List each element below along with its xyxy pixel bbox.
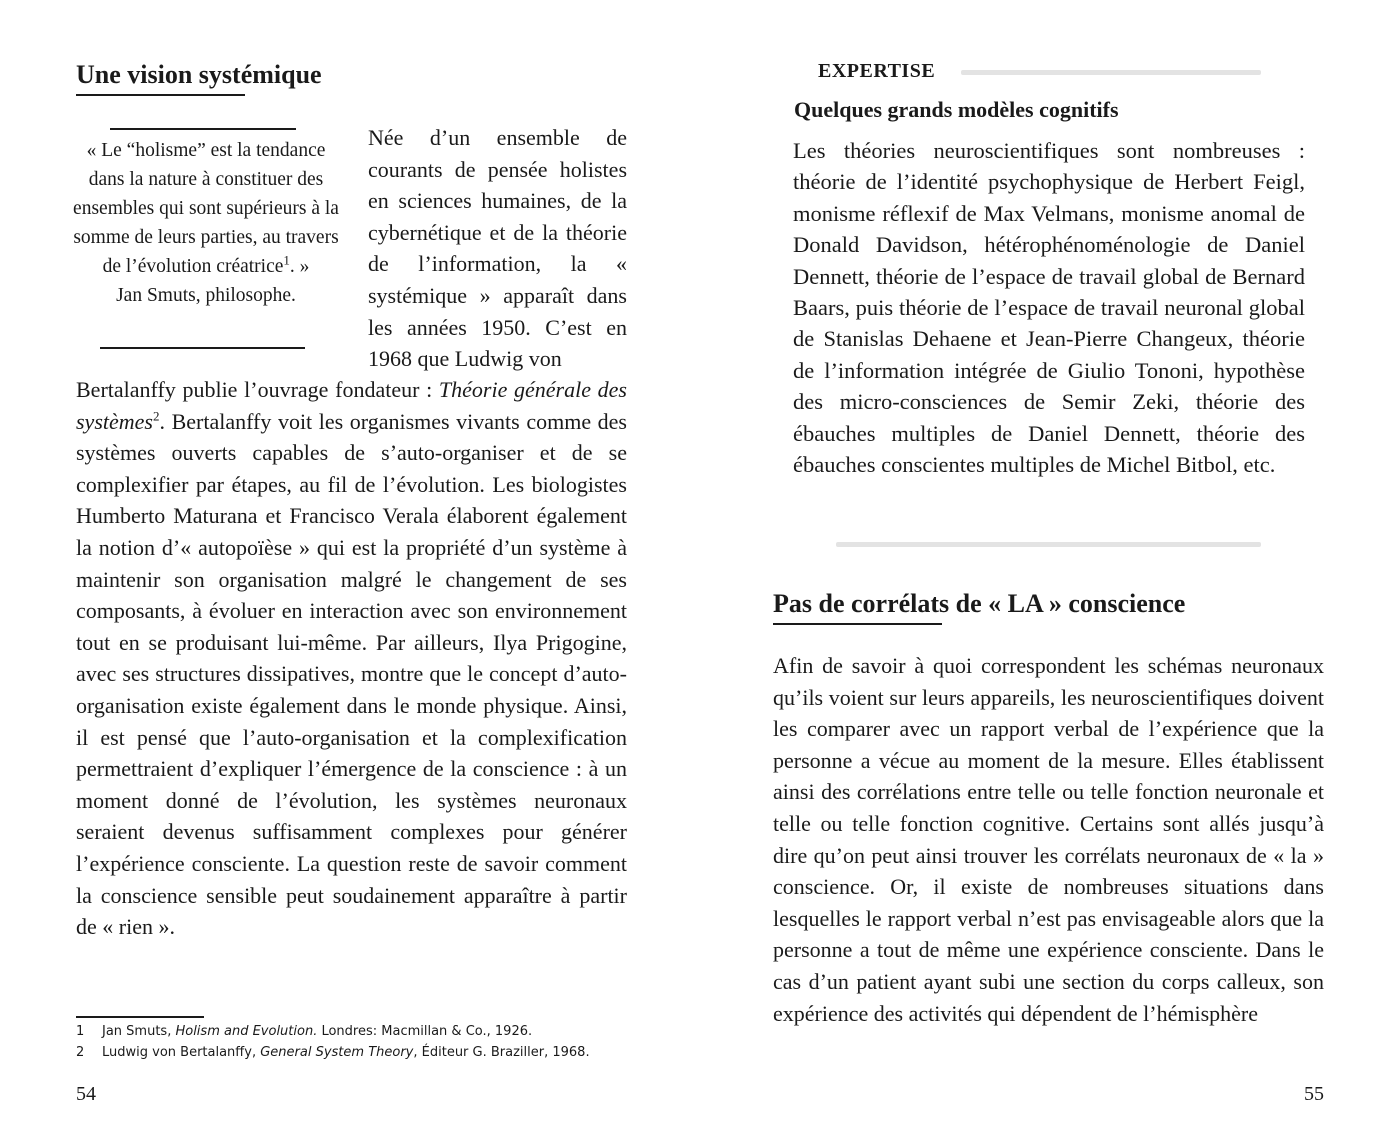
- body-footnote-ref: 2: [152, 408, 160, 424]
- quote-closing: . »: [289, 256, 310, 277]
- expertise-body: Les théories neuroscientifiques sont nombreuses : théorie de l’identité psychophysique de Herbert Feigl, monisme réflexif de Max Velmans, monisme anomal de Donald Davidson, hétérophénoménologie de Daniel Dennett, théorie de l’espace de travail global de Bernard Baars, puis théorie de l’espace de travail neuronal global de Stanislas Dehaene et Jean-Pierre Changeux, théorie de l’information intégrée de Giulio Tononi, hypothèse des micro-consciences de Semir Zeki, théorie des ébauches multiples de Daniel Dennett, théorie des ébauches conscientes multiples de Michel Bitbol, etc.: [793, 138, 1305, 478]
- quote-footnote-ref: 1: [283, 252, 290, 268]
- body-paragraph-main: [76, 374, 627, 943]
- footnote-rule: [76, 1016, 204, 1018]
- expertise-label: EXPERTISE: [818, 60, 936, 82]
- expertise-bottom-rule: [836, 542, 1261, 547]
- footnotes: [76, 1021, 646, 1063]
- heading-underline: [76, 94, 245, 96]
- book-title-italic: Théorie générale des systèmes: [76, 377, 627, 434]
- quote-body: « Le “holisme” est la tendance dans la nature à constituer des ensembles qui sont supérieurs à la somme de leurs parties, au travers de l’évolution créatrice: [73, 140, 339, 277]
- body-paragraph-correlates: Afin de savoir à quoi correspondent les schémas neuronaux qu’ils voient sur leurs appareils, les neuroscientifiques doivent les comparer avec un rapport verbal de l’expérience que la personne a vécue au moment de la mesure. Elles établissent ainsi des corrélations entre telle ou telle fonction neuronale et telle ou telle fonction cognitive. Certains sont allés jusqu’à dire qu’on peut ainsi trouver les corrélats neuronaux de « la » conscience. Or, il existe de nombreuses situations dans lesquelles le rapport verbal n’est pas envisageable alors que la personne a tout de même une expérience consciente. Dans le cas d’un patient ayant subi une section du corps calleux, son expérience des activités qui dépendent de l’hémisphère: [773, 653, 1324, 1026]
- body-paragraph-intro: Née d’un ensemble de courants de pensée holistes en sciences humaines, de la cybernétique et de la théorie de l’information, la « systémique » apparaît dans les années 1950. C’est en 1968 que Ludwig von: [368, 125, 627, 372]
- footnote-2: 2 Ludwig von Bertalanffy, General System Theory, Éditeur G. Braziller, 1968.: [76, 1045, 590, 1060]
- body-text-main-column: [76, 374, 627, 943]
- page-number-right: 55: [1304, 1083, 1324, 1105]
- body-rest: . Bertalanffy voit les organismes vivants comme des systèmes ouverts capables de s’auto-organiser et de se complexifier par étapes, au fil de l’évolution. Les biologistes Humberto Maturana et Francisco Verala élaborent également la notion d’« autopoïèse » qui est la propriété d’un système à maintenir son organisation malgré le changement de ses composants, à évoluer en interaction avec son environnement tout en se produisant lui-même. Par ailleurs, Ilya Prigogine, avec ses structures dissipatives, montre que le concept d’auto-organisation existe également dans le monde physique. Ainsi, il est pensé que l’auto-organisation et la complexification permettraient d’expliquer l’émergence de la conscience : à un moment donné de l’évolution, les systèmes neuronaux seraient devenus suffisamment complexes pour générer l’expérience consciente. La question reste de savoir comment la conscience sensible peut soudainement apparaître à partir de « rien ».: [76, 408, 627, 940]
- footnote-1: 1 Jan Smuts, Holism and Evolution. Londres: Macmillan & Co., 1926.: [76, 1024, 533, 1039]
- expertise-title: Quelques grands modèles cognitifs: [794, 97, 1119, 122]
- quote-bottom-rule: [100, 347, 305, 349]
- section-heading-systemic-vision: Une vision systémique: [76, 60, 322, 89]
- body-text-right: [773, 650, 1324, 1029]
- body-text-float-column: [368, 122, 627, 375]
- page-number-left: 54: [76, 1083, 96, 1105]
- quote-author: Jan Smuts, philosophe.: [116, 285, 296, 306]
- right-page: [700, 0, 1400, 1133]
- expertise-top-rule: [961, 70, 1261, 75]
- quote-text: [72, 136, 340, 310]
- body-lead: Bertalanffy publie l’ouvrage fondateur :: [76, 377, 439, 402]
- quote-top-rule: [110, 128, 296, 130]
- heading-underline: [773, 623, 942, 625]
- section-heading-correlates: Pas de corrélats de « LA » conscience: [773, 589, 1186, 618]
